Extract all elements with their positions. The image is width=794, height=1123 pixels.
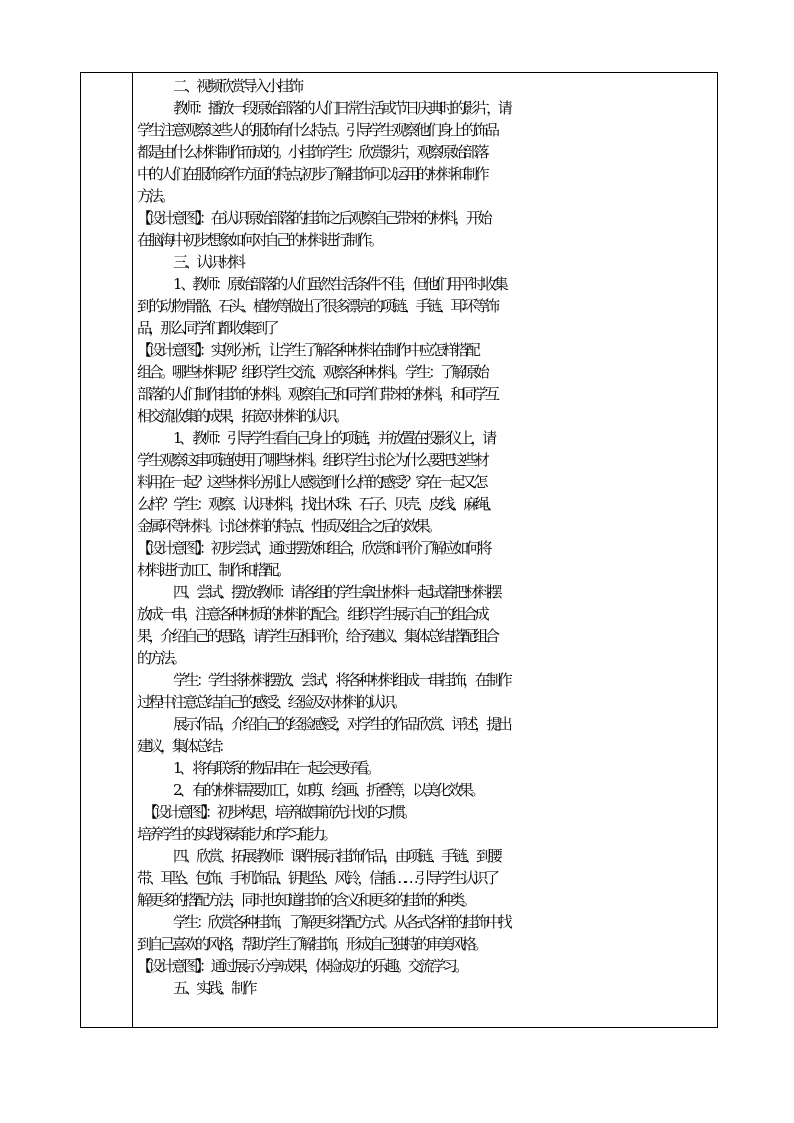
text-line: 在脑海中初步想象如何对自己的材料进行制作。 [137, 231, 381, 249]
text-line: 么样？ 学生：观察、认识材料，找出木珠、石子、贝壳、皮线、麻绳、 [137, 495, 498, 513]
text-line: 三、认识材料 [173, 253, 243, 271]
text-line: 五、实践、制作 [173, 979, 255, 997]
text-line: 料用在一起？这些材料分别让人感觉到什么样的感受？穿在一起又怎 [137, 473, 486, 491]
text-line: 【设计意图】：初步尝试，通过摆放和组合，欣赏和评价了解应如何将 [137, 539, 490, 557]
text-line: 教师：播放一段原始部落的人们日常生活或节日庆典时的影片，请 [173, 99, 510, 117]
text-line: 方法。 [137, 187, 172, 205]
text-line: 放成一串，注意各种材质的材料的配合。 组织学生展示自己的组合成 [137, 605, 487, 623]
text-line: 【设计意图】：通过展示分享成果，体验成功的乐趣。交流学习。 [137, 957, 466, 975]
text-line: 的方法。 [137, 649, 184, 667]
text-line: 1 、教师：原始部落的人们虽然生活条件不佳，但他们用平时收集 [173, 275, 506, 293]
text-line: 学生：欣赏各种挂饰，了解更多搭配方式。从各式各样的挂饰中找 [173, 913, 510, 931]
text-line: 品，那么同学们都收集到了 [137, 319, 277, 337]
text-line: 中的人们在服饰穿作方面的特点,初步了解挂饰可以运用的材料和制作 [137, 165, 487, 183]
text-line: 金属环等材料。讨论材料的特点、性质及组合之后的效果。 [137, 517, 439, 535]
text-line: 材料进行加工、制作和搭配。 [137, 561, 288, 579]
left-column-cell [81, 73, 133, 1027]
text-line: 四、尝试、摆放 教师：请各组的学生拿出材料一起试着把材料摆 [173, 583, 500, 601]
content-cell [134, 75, 711, 1027]
text-line: 带、耳坠、包饰、手机饰品、钥匙坠、风铃，信插……引导学生认识了 [137, 869, 497, 887]
text-line: 学生：学生将材料摆放、尝试，将各种材料组成一串挂饰，在制作 [173, 671, 510, 689]
text-line: 到的动物骨骼、石头、植物等做出了很多漂亮的项链、手链、耳环等饰 [137, 297, 497, 315]
text-line: 部落的人们制作挂饰的材料。观察自己和同学们带来的材料，和同学互 [137, 385, 497, 403]
text-line: 学生观察这串项链使用了哪些材料。组织学生讨论 为什么要把这些材 [137, 451, 487, 469]
text-line: 解更多的搭配方法，同时也知道挂饰的含义和更多的挂饰的种类。 [137, 891, 474, 909]
text-line: 【设计意图】：在认识原始部落的挂饰之后观察自己带来的材料，开始 [137, 209, 490, 227]
text-line: 1、 教师：引导学生看自己身上的项链，并放置在投影仪上，请 [173, 429, 494, 447]
text-line: 都是由什么材料制作而成的。小挂饰 学生：欣赏影片，观察原始部落 [137, 143, 487, 161]
text-line: 组合。哪些材料呢？组织学生交流、观察各种材料。 学生：了解原始 [137, 363, 487, 381]
text-line: 建议，集体总结： [137, 737, 230, 755]
text-line: 展示作品，介绍自己的经验感受，对学生的作品欣赏、评述，提出 [173, 715, 510, 733]
text-line: 四、欣赏、拓展 教师：课件展示挂饰作品，由项链、手链、到腰 [173, 847, 500, 865]
text-line: 【设计意图】：初步构思，培养做事前先计划的习惯。 [143, 803, 414, 821]
text-line: 1、 将有联系的物品串在一起会更好看。 [173, 759, 378, 777]
text-line: 到自己喜欢的风格，帮助学生了解挂饰，形成自己独特的审美风格。 [137, 935, 486, 953]
text-line: 2、 有的材料需要加工，如剪、绘画、折叠等，以美化效果。 [173, 781, 483, 799]
text-line: 学生注意观察这些人的服饰有什么特点。引导学生观察他们身上的饰品 [137, 121, 497, 139]
text-line: 相交流收集的成果，拓宽对材料的认识。 [137, 407, 346, 425]
lesson-plan-table [80, 72, 718, 1028]
text-line: 【设计意图】：实例分析，让学生了解各种材料在制作中应怎样搭配 [137, 341, 478, 359]
text-line: 过程中注意总结自己的感受、经验及对材料的认识。 [137, 693, 404, 711]
text-line: 二、视频欣赏导入小挂饰 [173, 77, 301, 95]
text-line: 培养学生的实践探索能力和学习能力。 [137, 825, 335, 843]
text-line: 果，介绍自己的思路，请学生互相评价，给予建议、集体总结搭配组合 [137, 627, 497, 645]
